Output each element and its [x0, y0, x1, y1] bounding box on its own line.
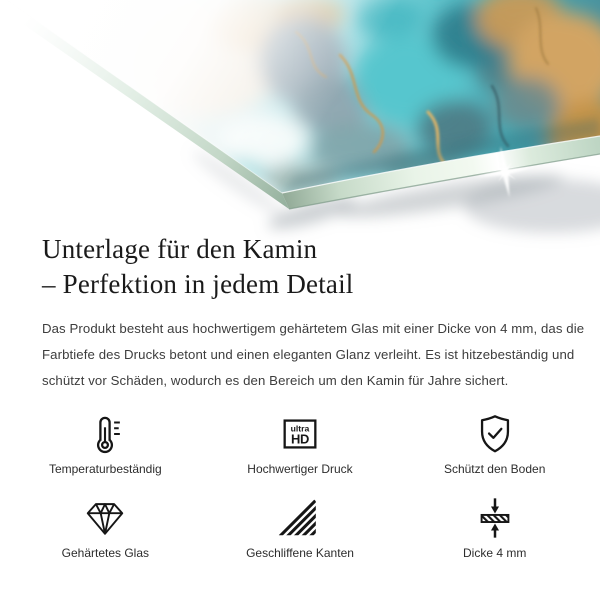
polished-edges-icon: [277, 494, 323, 542]
feature-label: Temperaturbeständig: [48, 462, 162, 476]
feature-label: Gehärtetes Glas: [61, 546, 150, 560]
feature-item-print-quality: [203, 410, 398, 476]
description-line: Das Produkt besteht aus hochwertigem gehärtetem Glas mit einer Dicke von 4 mm, das die: [42, 321, 585, 336]
shield-check-icon: [472, 410, 518, 458]
product-description: [42, 316, 585, 394]
feature-label: Geschliffene Kanten: [246, 546, 354, 560]
feature-label: Dicke 4 mm: [462, 546, 527, 560]
feature-item-floor-protection: [397, 410, 592, 476]
title-line-2: – Perfektion in jedem Detail: [42, 269, 354, 299]
thermometer-icon: [82, 410, 128, 458]
product-text-block: [0, 232, 600, 394]
feature-item-temperature: [8, 410, 203, 476]
ultra-hd-icon: [277, 410, 323, 458]
feature-item-thickness: [397, 494, 592, 560]
product-hero-image: [0, 0, 600, 230]
thickness-arrows-icon: [472, 494, 518, 542]
feature-item-polished-edges: [203, 494, 398, 560]
glass-panel-illustration: [0, 0, 600, 262]
feature-label: Hochwertiger Druck: [247, 462, 353, 476]
description-line: schützt vor Schäden, wodurch es den Bereich um den Kamin für Jahre sichert.: [42, 373, 509, 388]
svg-text:ultra: ultra: [290, 423, 310, 434]
title-line-1: Unterlage für den Kamin: [42, 234, 318, 264]
feature-item-tempered-glass: [8, 494, 203, 560]
svg-text:HD: HD: [290, 431, 310, 447]
feature-grid: [0, 410, 600, 560]
diamond-icon: [82, 494, 128, 542]
feature-label: Schützt den Boden: [443, 462, 546, 476]
page-title: [42, 232, 560, 302]
description-line: Farbtiefe des Drucks betont und einen eleganten Glanz verleiht. Es ist hitzebeständig und: [42, 347, 575, 362]
